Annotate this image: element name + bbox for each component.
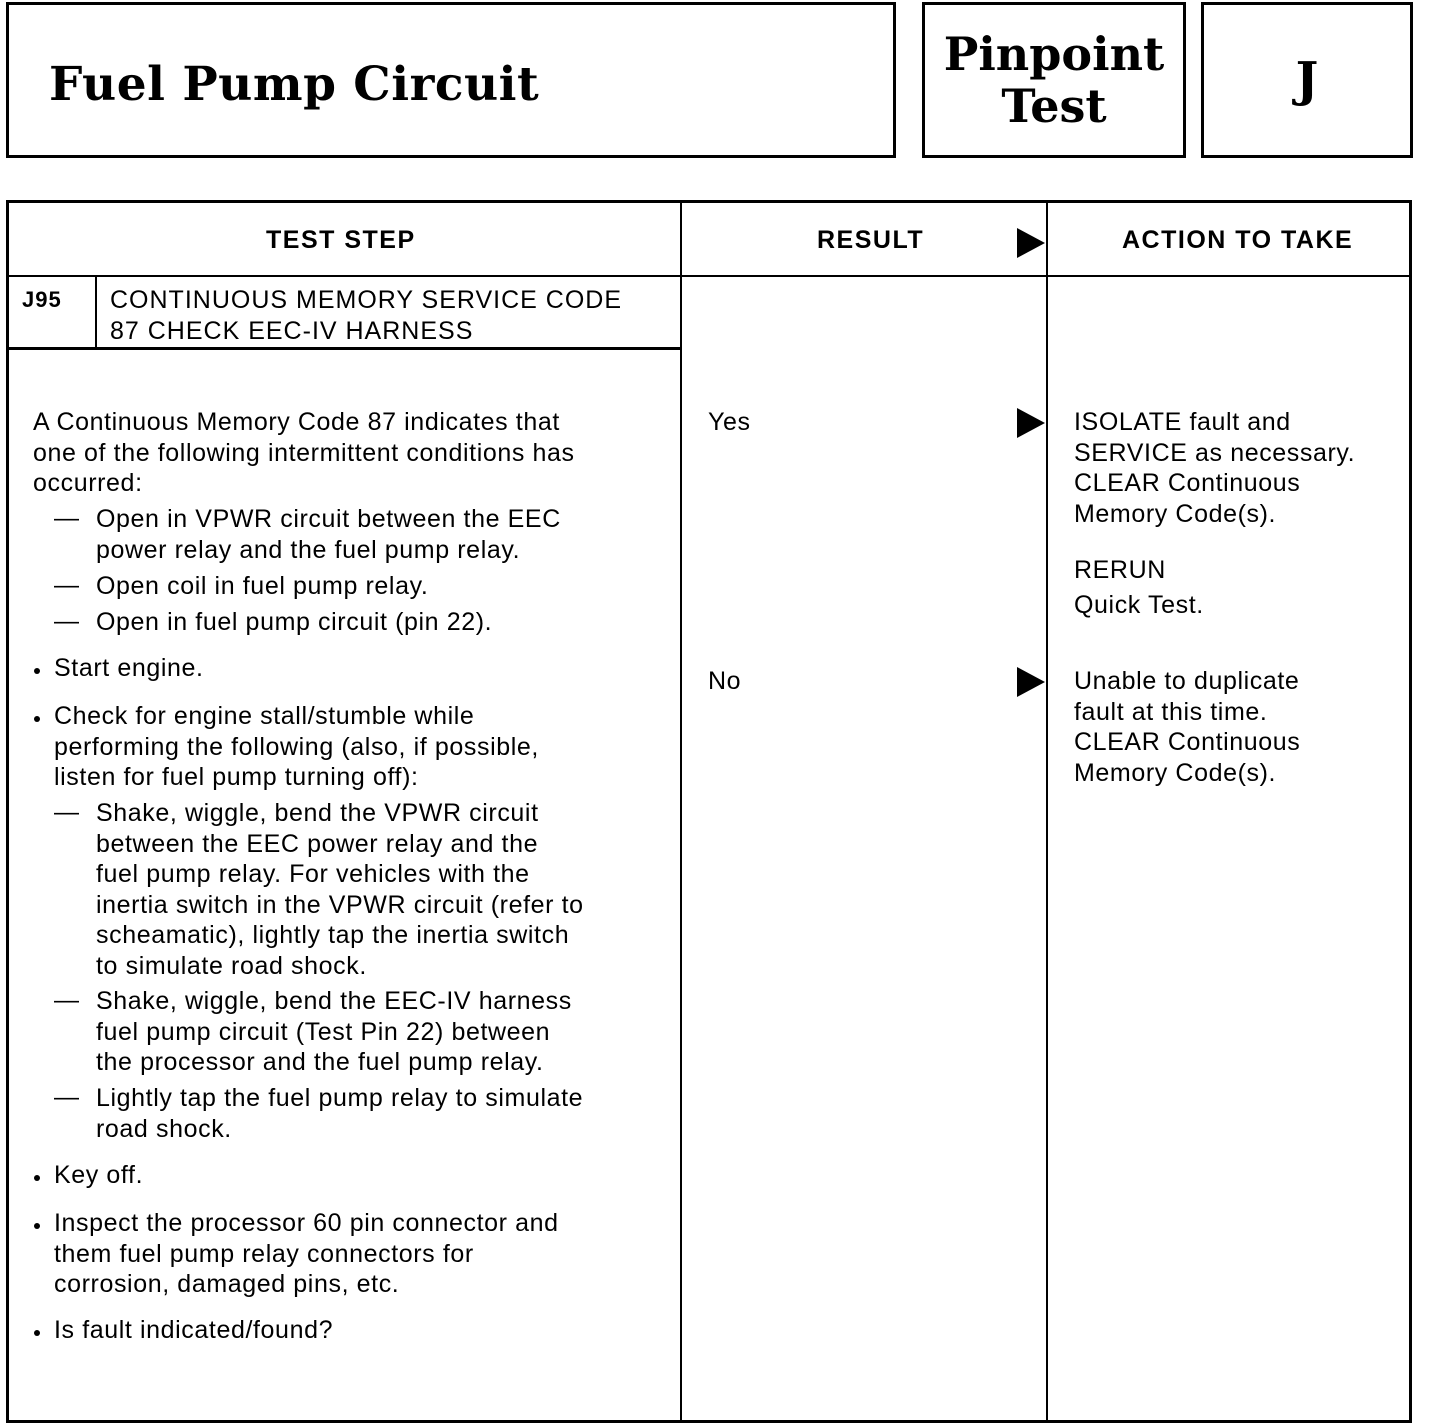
check-line: fuel pump circuit (Test Pin 22) between [96,1017,551,1046]
bullet-line: listen for fuel pump turning off): [54,763,419,791]
check-item [96,798,584,981]
condition-line: power relay and the fuel pump relay. [96,535,521,564]
result-yes: Yes [708,408,751,436]
action-no [1074,666,1300,788]
column-divider-action [1046,200,1048,1423]
action-line: Memory Code(s). [1074,499,1277,528]
test-letter: J [1295,52,1319,108]
step-title-line: CONTINUOUS MEMORY SERVICE CODE [110,286,623,314]
bullet-icon [34,1223,40,1229]
column-header-action: ACTION TO TAKE [1122,226,1354,254]
action-line: CLEAR Continuous [1074,728,1301,756]
arrow-icon [1017,408,1045,438]
bullet-question: Is fault indicated/found? [54,1316,334,1344]
check-line: Shake, wiggle, bend the VPWR circuit [96,799,539,827]
check-line: to simulate road shock. [96,951,367,980]
check-line: the processor and the fuel pump relay. [96,1048,544,1076]
bullet-key-off: Key off. [54,1161,144,1189]
check-line: fuel pump relay. For vehicles with the [96,860,530,888]
bullet-line: Inspect the processor 60 pin connector and [54,1209,559,1237]
column-header-result: RESULT [817,226,925,254]
bullet-line: corrosion, damaged pins, etc. [54,1270,400,1298]
bullet-icon [34,668,40,674]
check-line: scheamatic), lightly tap the inertia switch [96,921,570,949]
step-id-divider [95,276,97,348]
test-letter-box [1201,2,1413,158]
step-title-divider [6,347,682,350]
step-id: J95 [22,287,62,312]
bullet-icon [34,1330,40,1336]
column-divider-result [680,200,682,1423]
intro-line: one of the following intermittent conditions has [33,438,575,467]
dash-icon: — [54,571,79,599]
check-item [96,1083,583,1144]
title-box [6,2,896,158]
action-line: fault at this time. [1074,697,1268,726]
dash-icon: — [54,1083,79,1111]
dash-icon: — [54,986,79,1014]
header-row-divider [6,275,1412,277]
check-line: inertia switch in the VPWR circuit (refer to [96,890,584,919]
intro-line: occurred: [33,469,143,497]
condition-item [96,504,561,565]
check-item [96,986,572,1078]
dash-icon: — [54,607,79,635]
page-title: Fuel Pump Circuit [49,57,540,112]
bullet-check-stall [54,701,539,793]
action-line: ISOLATE fault and [1074,408,1291,436]
action-line: CLEAR Continuous [1074,469,1301,497]
step-title [110,285,622,346]
intro-line: A Continuous Memory Code 87 indicates that [33,408,560,436]
arrow-icon [1017,667,1045,697]
dash-icon: — [54,504,79,532]
pinpoint-box [922,2,1186,158]
bullet-line: Check for engine stall/stumble while [54,702,475,730]
bullet-start-engine: Start engine. [54,654,204,682]
check-line: Lightly tap the fuel pump relay to simulate [96,1084,584,1112]
action-yes [1074,407,1355,529]
bullet-icon [34,716,40,722]
action-line: Unable to duplicate [1074,667,1300,695]
column-header-test-step: TEST STEP [266,226,416,254]
check-line: road shock. [96,1114,232,1143]
check-line: between the EEC power relay and the [96,829,539,858]
dash-icon: — [54,798,79,826]
bullet-line: them fuel pump relay connectors for [54,1239,474,1268]
pinpoint-label: Pinpoint Test [943,27,1165,133]
action-line: Memory Code(s). [1074,758,1277,787]
action-line: SERVICE as necessary. [1074,438,1356,467]
condition-item: Open coil in fuel pump relay. [96,572,429,600]
intro-paragraph [33,407,575,499]
condition-item: Open in fuel pump circuit (pin 22). [96,608,493,636]
arrow-icon [1017,228,1045,258]
result-no: No [708,667,742,695]
action-yes-quick-test: Quick Test. [1074,591,1204,619]
bullet-line: performing the following (also, if possible, [54,732,539,761]
check-line: Shake, wiggle, bend the EEC-IV harness [96,987,572,1015]
action-yes-rerun: RERUN [1074,556,1166,584]
bullet-icon [34,1175,40,1181]
condition-line: Open in VPWR circuit between the EEC [96,505,561,533]
bullet-inspect [54,1208,559,1300]
step-title-line: 87 CHECK EEC-IV HARNESS [110,316,474,345]
